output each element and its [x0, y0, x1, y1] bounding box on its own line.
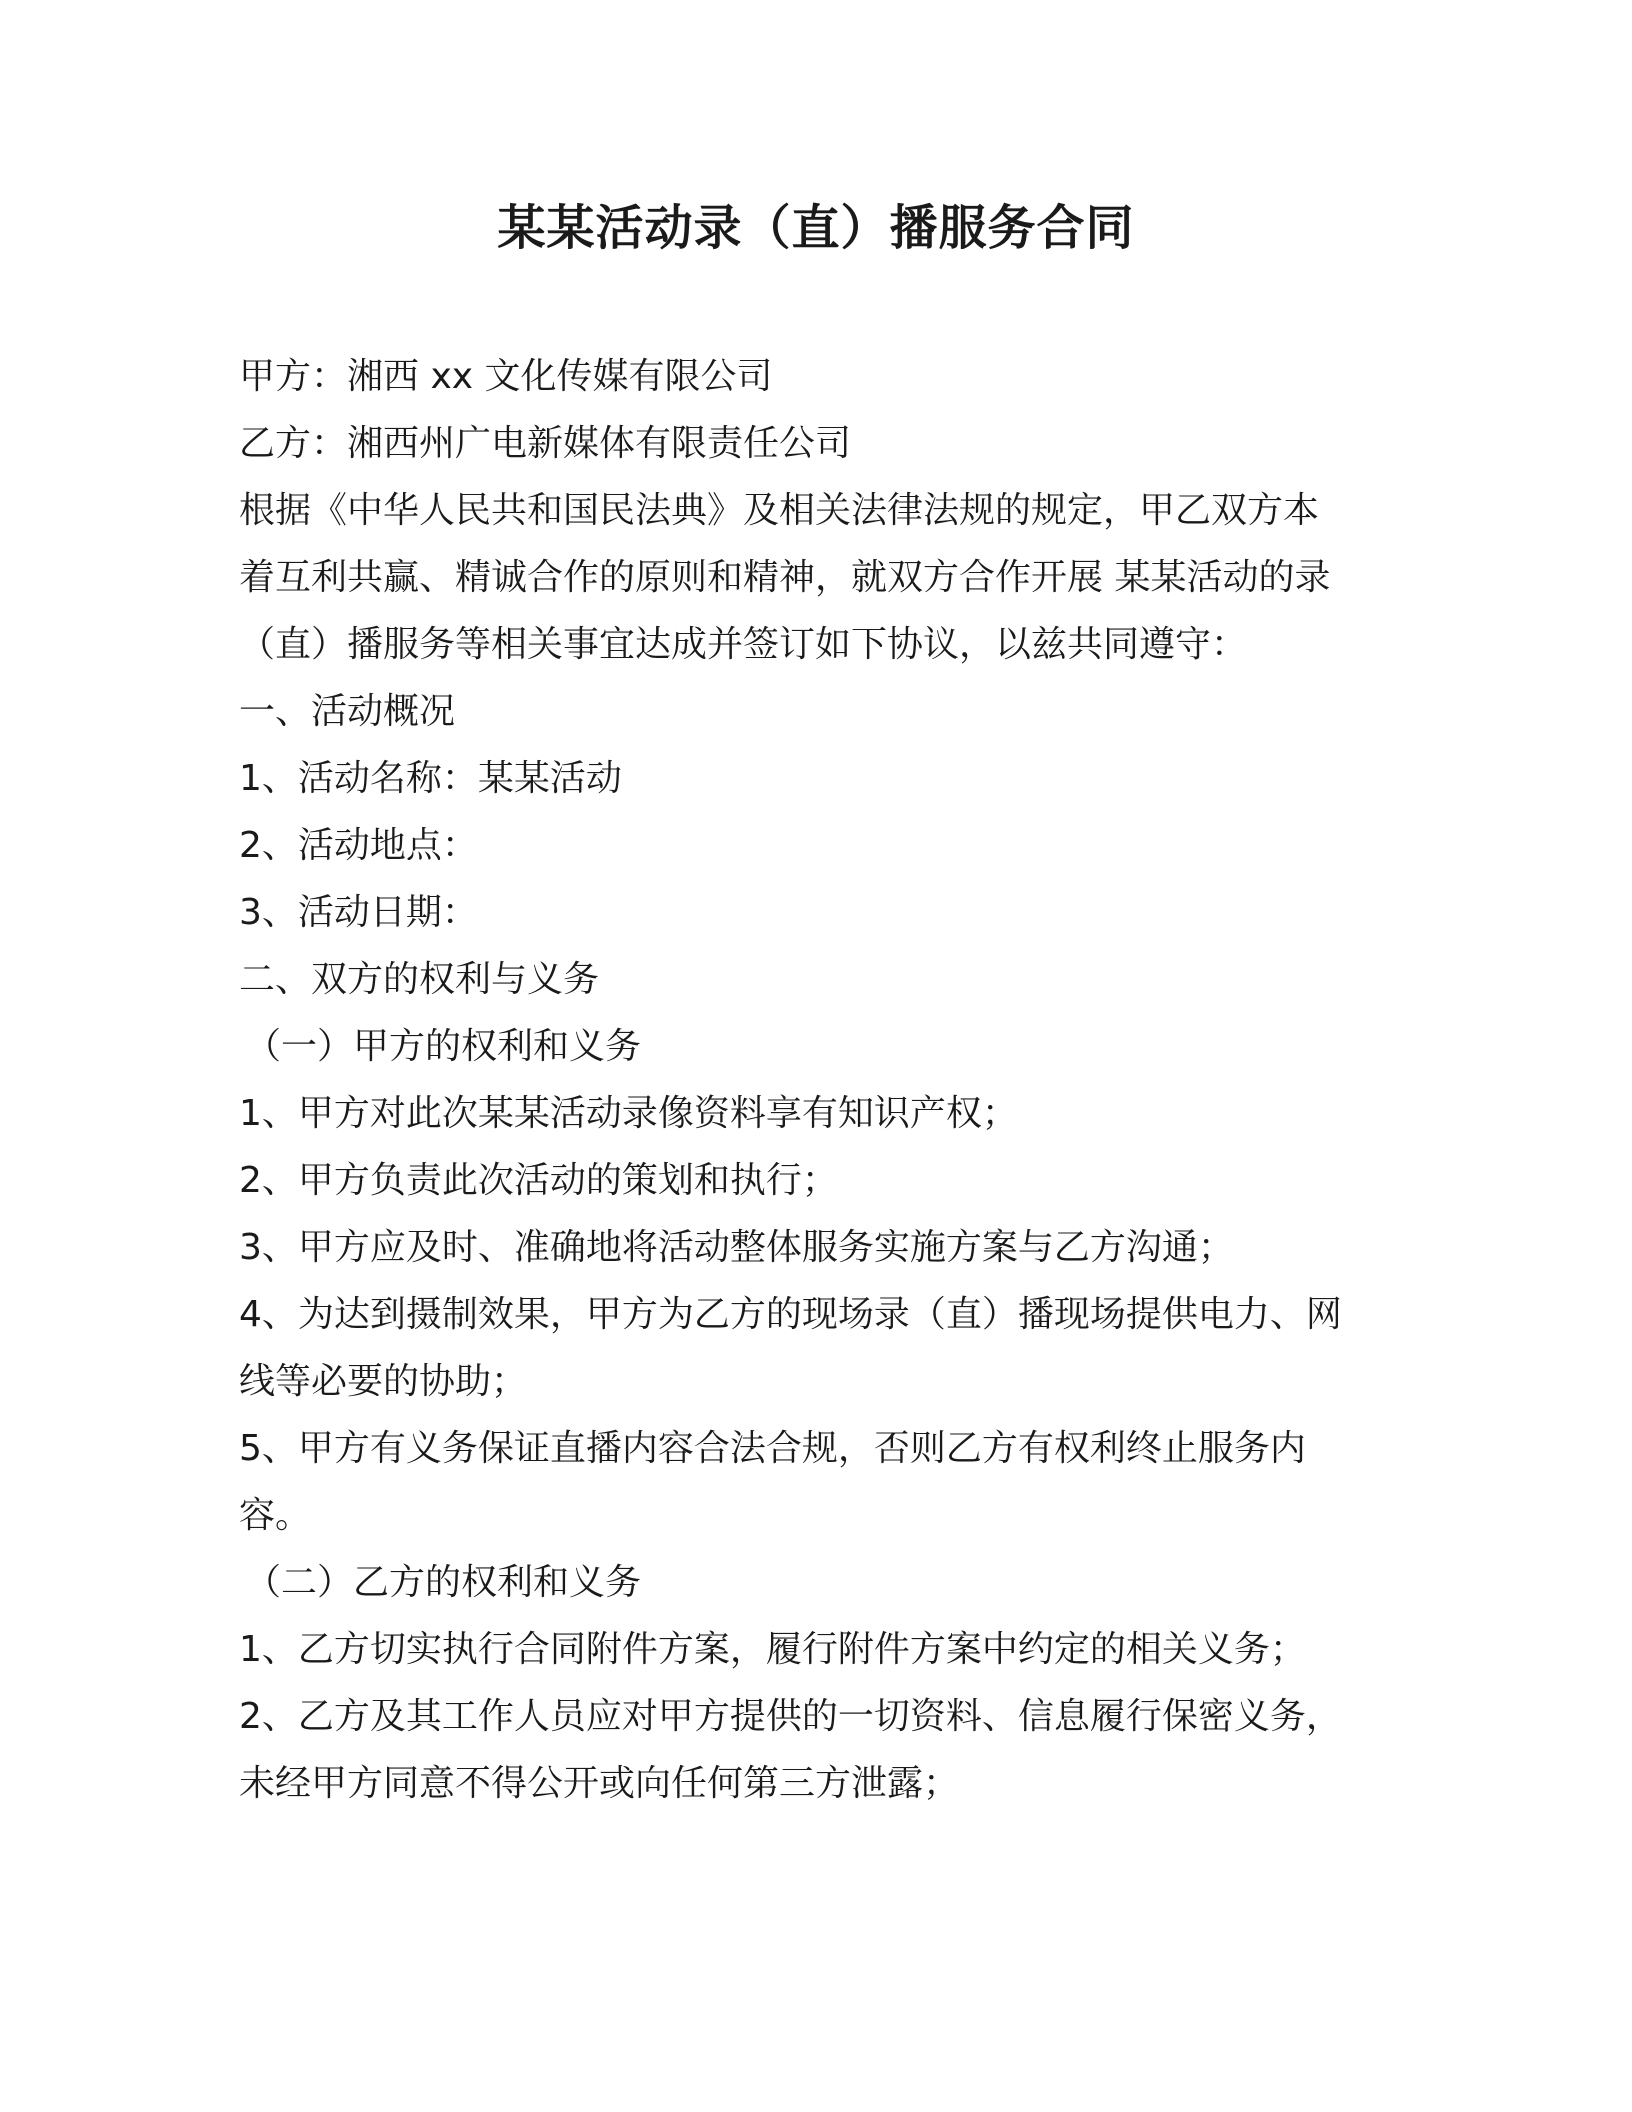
activity-date-line: 3、活动日期： — [239, 892, 478, 933]
party-a-line: 甲方：湘西 xx 文化传媒有限公司 — [239, 356, 773, 397]
party-b-line: 乙方：湘西州广电新媒体有限责任公司 — [239, 423, 852, 464]
document-title: 某某活动录（直）播服务合同 — [497, 200, 1135, 256]
preamble-line-3: （直）播服务等相关事宜达成并签订如下协议，以兹共同遵守： — [239, 624, 1248, 665]
party-b-clause-2-line-2: 未经甲方同意不得公开或向任何第三方泄露； — [239, 1763, 960, 1804]
party-b-clause-2-line-1: 2、乙方及其工作人员应对甲方提供的一切资料、信息履行保密义务， — [239, 1696, 1342, 1737]
party-a-clause-4-line-2: 线等必要的协助； — [239, 1361, 528, 1402]
document-body — [239, 343, 1399, 1817]
party-a-clause-1: 1、甲方对此次某某活动录像资料享有知识产权； — [239, 1093, 1018, 1134]
activity-location-line: 2、活动地点： — [239, 825, 478, 866]
preamble-line-1: 根据《中华人民共和国民法典》及相关法律法规的规定，甲乙双方本 — [239, 490, 1320, 531]
party-b-clause-1: 1、乙方切实执行合同附件方案，履行附件方案中约定的相关义务； — [239, 1629, 1306, 1670]
preamble-line-2: 着互利共赢、精诚合作的原则和精神，就双方合作开展 某某活动的录 — [239, 557, 1331, 598]
activity-name-line: 1、活动名称：某某活动 — [239, 758, 622, 799]
subsection-heading-party-b: （二）乙方的权利和义务 — [245, 1562, 642, 1603]
subsection-heading-party-a: （一）甲方的权利和义务 — [245, 1026, 642, 1067]
party-a-clause-2: 2、甲方负责此次活动的策划和执行； — [239, 1160, 838, 1201]
section-heading-2: 二、双方的权利与义务 — [239, 959, 600, 1000]
section-heading-1: 一、活动概况 — [239, 691, 456, 732]
party-a-clause-5-line-2: 容。 — [239, 1495, 312, 1536]
party-a-clause-4-line-1: 4、为达到摄制效果，甲方为乙方的现场录（直）播现场提供电力、网 — [239, 1294, 1342, 1335]
party-a-clause-3: 3、甲方应及时、准确地将活动整体服务实施方案与乙方沟通； — [239, 1227, 1234, 1268]
party-a-clause-5-line-1: 5、甲方有义务保证直播内容合法合规，否则乙方有权利终止服务内 — [239, 1428, 1306, 1469]
